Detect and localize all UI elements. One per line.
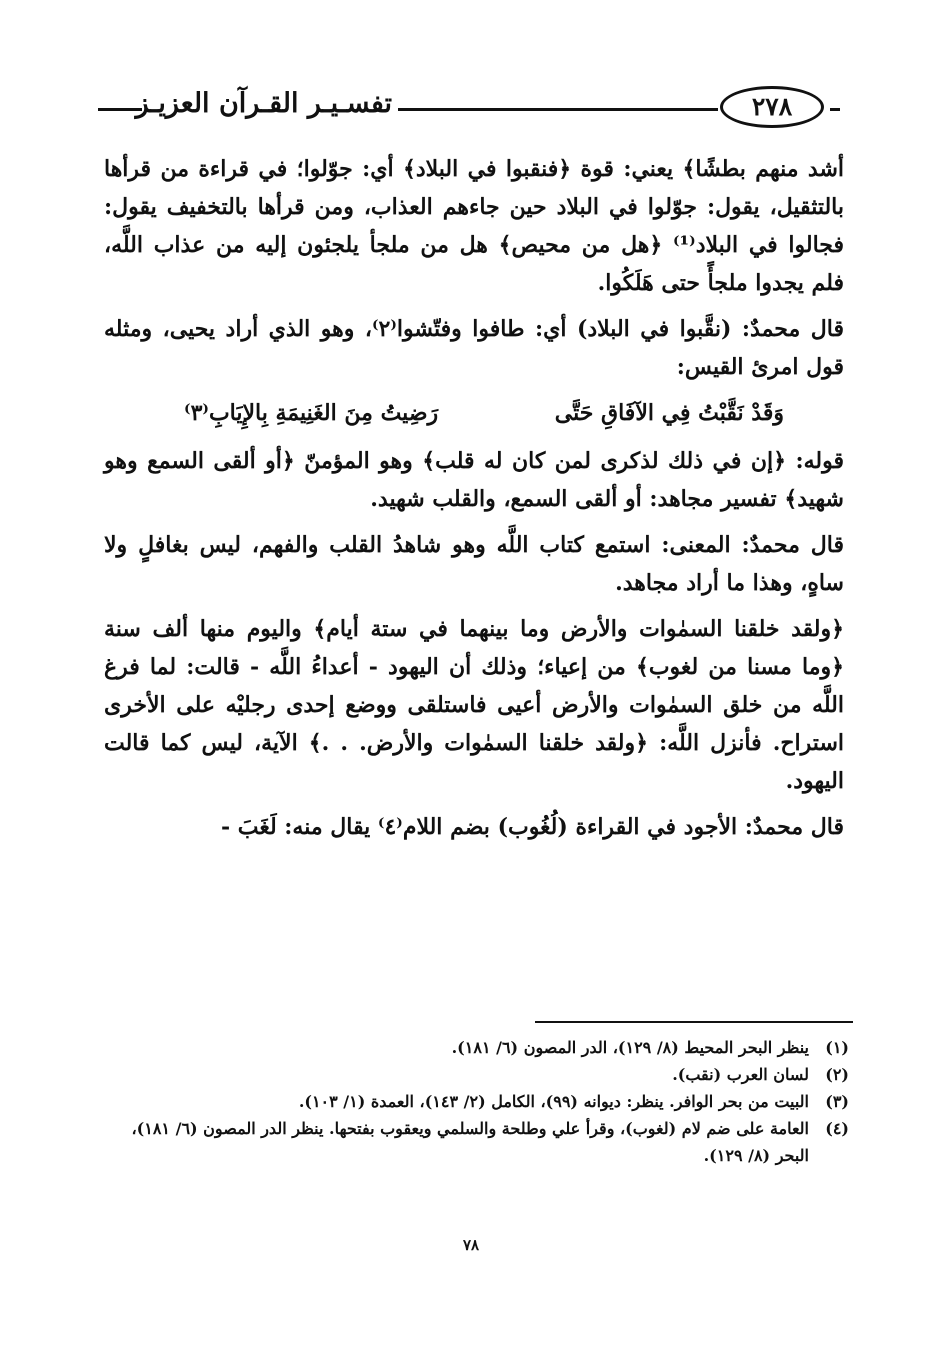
footnote-text: لسان العرب (نقب).	[672, 1065, 809, 1084]
verse-second-half: رَضِيتُ مِنَ الغَنِيمَةِ بِالإِيَابِ⁽٣⁾	[184, 400, 439, 426]
page-number: ٢٧٨	[720, 86, 824, 128]
footnote-number: (٤)	[825, 1119, 849, 1138]
footnote-number: (٣)	[825, 1092, 849, 1111]
running-title: تفسـيـر القـرآن العزيـز	[135, 88, 392, 119]
verse-first-half: وَقَدْ نَقَّبْتُ فِي الآفَاقِ حَتَّى	[554, 400, 784, 426]
footnote	[104, 1034, 849, 1061]
footnote-number: (٢)	[825, 1065, 849, 1084]
footnote	[104, 1088, 849, 1115]
footnote-separator	[535, 1021, 853, 1023]
paragraph: قال محمدٌ: (نقَّبوا في البلاد) أي: طافوا وفتّشوا⁽٢⁾، وهو الذي أراد يحيى، ومثله قول امرئ القيس:	[104, 316, 844, 380]
footnote-text: البيت من بحر الوافر. ينظر: ديوانه (٩٩)، الكامل (٢/ ١٤٣)، العمدة (١/ ١٠٣).	[298, 1092, 809, 1111]
paragraph: قوله: ﴿إن في ذلك لذكرى لمن كان له قلب﴾ وهو المؤمنّ ﴿أو ألقى السمع وهو شهيد﴾ تفسير مجاهد: أو ألقى السمع، والقلب شهيد.	[104, 448, 844, 512]
main-text	[104, 150, 844, 854]
footnote	[104, 1115, 849, 1169]
paragraph: ﴿ولقد خلقنا السمٰوات والأرض وما بينهما في ستة أيام﴾ واليوم منها ألف سنة ﴿وما مسنا من لغوب﴾ من إعياء؛ وذلك أن اليهود - أعداءُ اللَّه - قالت: لما فرغ اللَّه من خلق السمٰوات والأرض أعيى فاستلقى ووضع إحدى رجليْه على الأخرى استراح. فأنزل اللَّه: ﴿ولقد خلقنا السمٰوات والأرض. . .﴾ الآية، ليس كما قالت اليهود.	[104, 616, 844, 794]
footnotes	[104, 1034, 849, 1169]
running-header	[98, 86, 840, 132]
footnote-text: العامة على ضم لام (لغوب)، وقرأ علي وطلحة والسلمي ويعقوب بفتحها. ينظر الدر المصون (٦/ ١٨١)، البحر (٨/ ١٢٩).	[131, 1119, 809, 1165]
paragraph: قال محمدٌ: الأجود في القراءة (لُغُوب) بضم اللام⁽٤⁾ يقال منه: لَغَبَ -	[220, 814, 844, 840]
footnote-number: (١)	[825, 1038, 849, 1057]
footnote	[104, 1061, 849, 1088]
signature-mark: ٧٨	[462, 1236, 480, 1254]
paragraph: قال محمدٌ: المعنى: استمع كتاب اللَّه وهو شاهدُ القلب والفهم، ليس بغافلٍ ولا ساهٍ، وهذا ما أراد مجاهد.	[104, 532, 844, 596]
poetry-verse	[104, 394, 844, 432]
header-rule-right	[830, 108, 840, 111]
paragraph: أشد منهم بطشًا﴾ يعني: قوة ﴿فنقبوا في البلاد﴾ أي: جوّلوا؛ في قراءة من قرأها بالتثقيل، يقول: جوّلوا في البلاد حين جاءهم العذاب، ومن قرأها بالتخفيف يقول: فجالوا في البلاد⁽¹⁾ ﴿هل من محيص﴾ هل من ملجأ يلجئون إليه من عذاب اللَّه، فلم يجدوا ملجأً حتى هَلَكُوا.	[104, 156, 844, 296]
footnote-text: ينظر البحر المحيط (٨/ ١٢٩)، الدر المصون (٦/ ١٨١).	[451, 1038, 809, 1057]
header-rule-middle	[398, 108, 718, 111]
